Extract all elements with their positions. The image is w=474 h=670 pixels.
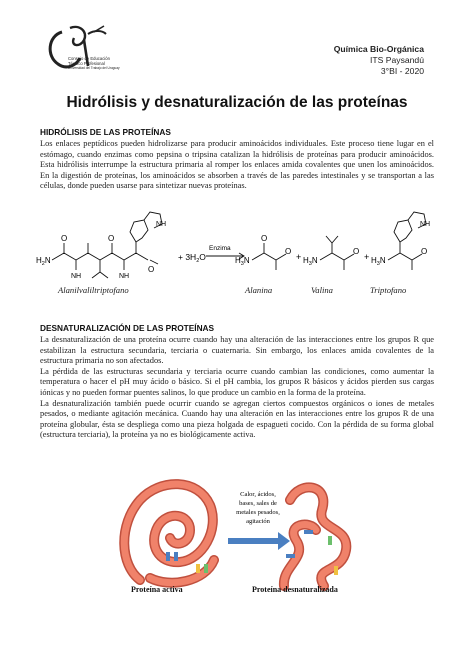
water-reagent: + $3H_2O$	[178, 252, 206, 264]
denaturation-paragraph-3: La desnaturalización también puede ocurrir cuando se agregan ciertos compuestos orgánicos o iones de metales pesados, o mediante agitación mecánica. Cuando hay una alteración en las interacciones entre los grupos R de una proteína globular, ésta se despliega como una pieza holgada de espagueti cocido. Con la pérdida de su forma global (estructura terciaria), la proteína ya no es biológicamente activa.	[40, 398, 434, 440]
active-protein-illustration	[124, 484, 214, 583]
amine-terminus: $H_2N$	[36, 256, 51, 267]
org-line-3: Universidad del Trabajo del Uruguay	[68, 66, 120, 71]
denaturation-arrow	[228, 532, 290, 550]
carboxylate-o: O	[148, 265, 155, 274]
tryptophan-n: $H_3N$	[371, 256, 386, 267]
tryptophan-nh: NH	[420, 221, 431, 228]
amide-n-1: NH	[71, 273, 82, 280]
section-body-hydrolysis	[40, 139, 434, 192]
alanine-o: O	[261, 234, 268, 243]
course-info	[334, 44, 424, 77]
agent-line-3: metales pesados,	[236, 509, 280, 516]
agent-line-4: agitación	[246, 518, 270, 525]
section-body-denaturation	[40, 335, 434, 441]
plus-2: +	[364, 252, 370, 262]
denaturation-paragraph-2: La pérdida de las estructuras secundaria y terciaria ocurre cuando cambian las condiciones, como aumentar la temperatura o hacer el pH muy ácido o básico. Si el pH cambia, los grupos R básicos y ácidos pierden sus cargas iónicas y no pueden formar puentes salinos, lo que produce un cambio en la forma de la proteína.	[40, 366, 434, 397]
school-name: ITS Paysandú	[370, 55, 424, 65]
label-denatured-protein: Proteína desnaturalizada	[252, 585, 338, 594]
caption-alanine: Alanina	[245, 285, 273, 295]
agent-line-1: Calor, ácidos,	[240, 491, 276, 498]
section-heading-hydrolysis: HIDRÓLISIS DE LAS PROTEÍNAS	[40, 127, 171, 137]
org-line-1: Consejo de Educación	[68, 56, 110, 61]
course-title: Química Bio-Orgánica	[333, 44, 424, 54]
logo-caption	[68, 56, 120, 72]
alanine-n: $H_3N$	[235, 256, 250, 267]
page-title: Hidrólisis y desnaturalización de las proteínas	[66, 94, 408, 111]
valine-o: O	[353, 247, 360, 256]
caption-tryptophan: Triptofano	[370, 285, 407, 295]
enzyme-label: Enzima	[209, 245, 231, 252]
tryptophan-o: O	[421, 247, 428, 256]
section-heading-denaturation: DESNATURALIZACIÓN DE LAS PROTEÍNAS	[40, 323, 215, 333]
denaturation-figure	[110, 470, 370, 598]
denaturation-paragraph-1: La desnaturalización de una proteína ocurre cuando hay una alteración de las interacciones entre los grupos R que estabilizan la estructura secundaria, terciaria o cuaternaria. Sin embargo, los enlaces amida covalentes de la estructura primaria no son afectados.	[40, 335, 434, 366]
denatured-protein-illustration	[284, 487, 346, 586]
carbonyl-o-2: O	[108, 234, 115, 243]
caption-tripeptide: Alanilvaliltriptofano	[58, 285, 129, 295]
caption-valine: Valina	[311, 285, 333, 295]
label-active-protein: Proteína activa	[131, 585, 183, 594]
org-line-2: Técnico Profesional	[68, 61, 105, 67]
alanine-o2: O	[285, 247, 292, 256]
group-year: 3°BI - 2020	[380, 66, 424, 76]
valine-n: $H_3N$	[303, 256, 318, 267]
indole-nh: NH	[156, 221, 167, 228]
hydrolysis-paragraph: Los enlaces peptídicos pueden hidrolizarse para producir aminoácidos individuales. Este proceso tiene lugar en el estómago, cuando enzimas como pepsina o tripsina catalizan la hidrólisis de proteínas para producir aminoácidos. Esta hidrólisis interrumpe la estructura primaria al romper los enlaces amida covalentes que unen los aminoácidos. En la digestión de proteínas, los aminoácidos se absorben a través de las paredes intestinales y se transportan a las células, donde pueden usarse para sintetizar nuevas proteínas.	[40, 139, 434, 191]
plus-1: +	[296, 252, 302, 262]
agent-line-2: bases, sales de	[239, 500, 277, 507]
amide-n-2: NH	[119, 273, 130, 280]
carbonyl-o-1: O	[61, 234, 68, 243]
